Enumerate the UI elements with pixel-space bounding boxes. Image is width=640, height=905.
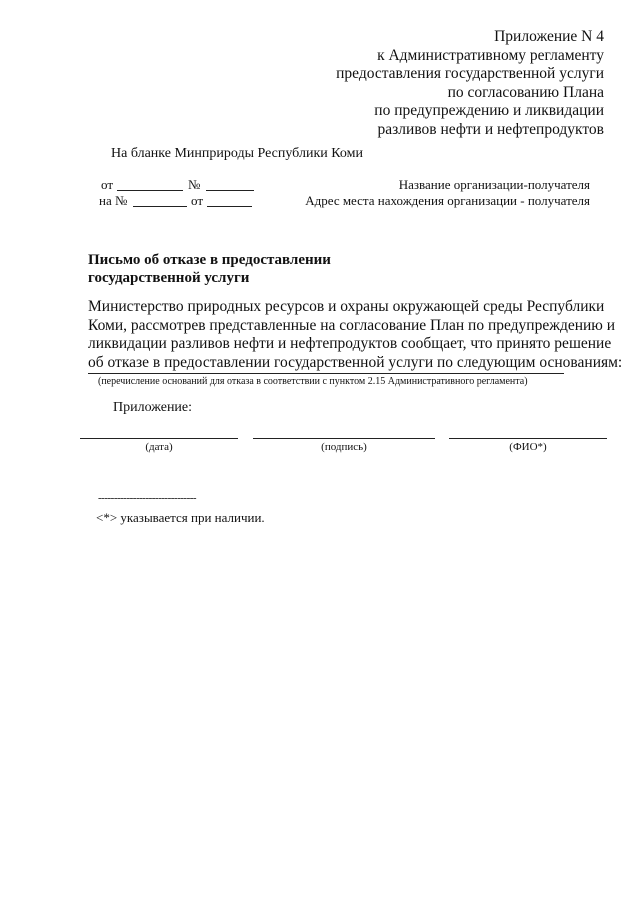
number-blank-line: [206, 190, 254, 191]
sign-caption: (подпись): [321, 441, 367, 453]
from2-blank-line: [207, 206, 252, 207]
letter-title-line: Письмо об отказе в предоставлении: [88, 252, 331, 268]
appendix-line: по предупреждению и ликвидации: [374, 102, 604, 119]
from2-label: от: [191, 193, 204, 208]
annex-label: Приложение:: [113, 400, 193, 415]
body-line: ликвидации разливов нефти и нефтепродуктов сообщает, что принято решение: [88, 335, 612, 352]
recipient-name: Название организации-получателя: [398, 177, 590, 192]
date-blank-line: [117, 190, 183, 191]
body-line: об отказе в предоставлении государственной услуги по следующим основаниям:: [88, 353, 623, 371]
appendix-line: разливов нефти и нефтепродуктов: [377, 120, 604, 138]
to-number-label: на №: [99, 193, 128, 208]
body-line: Министерство природных ресурсов и охраны окружающей среды Республики: [88, 298, 605, 315]
appendix-line: по согласованию Плана: [447, 83, 604, 101]
date-signature-line: [80, 438, 238, 439]
date-caption: (дата): [145, 441, 173, 453]
fio-caption: (ФИО*): [509, 441, 547, 453]
letter-title-line: государственной услуги: [88, 270, 250, 286]
recipient-address: Адрес места нахождения организации - получателя: [305, 193, 590, 208]
footnote-text: <*> указывается при наличии.: [96, 510, 265, 525]
fio-signature-line: [449, 438, 607, 439]
reasons-blank-line: [88, 373, 564, 374]
from-label: от: [101, 177, 114, 192]
body-line: Коми, рассмотрев представленные на согласование План по предупреждению и: [88, 316, 616, 334]
sign-signature-line: [253, 438, 435, 439]
letter-body: [88, 298, 623, 372]
appendix-line: предоставления государственной услуги: [336, 65, 604, 82]
footnote-separator: -------------------------------: [98, 492, 197, 504]
reasons-hint: (перечисление оснований для отказа в соответствии с пунктом 2.15 Административного регламента): [98, 376, 528, 387]
appendix-header: [336, 28, 604, 139]
appendix-number: Приложение N 4: [494, 28, 604, 45]
to-number-blank-line: [133, 206, 187, 207]
letter-title: [88, 251, 331, 287]
letterhead-note: На бланке Минприроды Республики Коми: [111, 146, 363, 161]
appendix-line: к Административному регламенту: [377, 46, 604, 64]
number-label: №: [188, 177, 201, 192]
